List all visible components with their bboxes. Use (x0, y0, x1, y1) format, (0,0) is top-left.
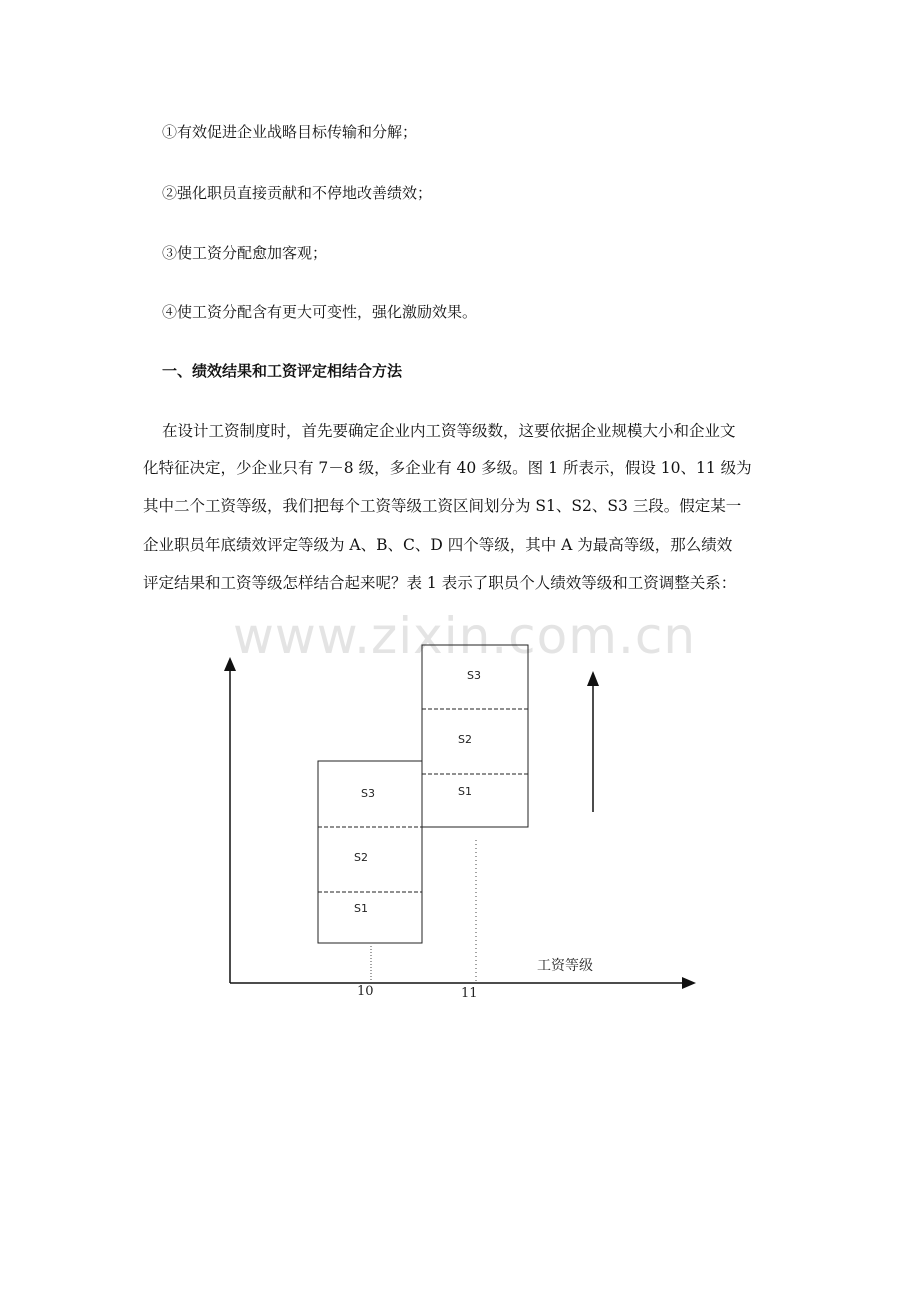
grade-10-segment-s1: S1 (354, 902, 368, 915)
paragraph-line: 评定结果和工资等级怎样结合起来呢？表 1 表示了职员个人绩效等级和工资调整关系： (143, 574, 737, 592)
grade-10-segment-s3: S3 (361, 787, 375, 800)
paragraph-line: 企业职员年底绩效评定等级为 A、B、C、D 四个等级，其中 A 为最高等级，那么绩效 (143, 536, 733, 554)
paragraph-line: 在设计工资制度时，首先要确定企业内工资等级数，这要依据企业规模大小和企业文 (162, 422, 736, 440)
x-axis-arrow-icon (682, 977, 696, 989)
grade-11-segment-s2: S2 (458, 733, 472, 746)
list-item-3: ③使工资分配愈加客观； (162, 244, 328, 262)
section-heading: 一、绩效结果和工资评定相结合方法 (162, 362, 403, 380)
list-item-4: ④使工资分配含有更大可变性，强化激励效果。 (162, 303, 478, 321)
grade-11-segment-s1: S1 (458, 785, 472, 798)
list-item-2: ②强化职员直接贡献和不停地改善绩效； (162, 184, 433, 202)
grade-11-segment-s3: S3 (467, 669, 481, 682)
grade-10-range (318, 761, 422, 982)
y-axis-arrow-icon (224, 657, 236, 671)
grade-11-range (422, 645, 528, 982)
grade-10-segment-s2: S2 (354, 851, 368, 864)
watermark: www.zixin.com.cn (233, 607, 697, 665)
tick-label-11: 11 (461, 986, 478, 1001)
increase-arrow-icon (587, 671, 599, 686)
x-axis-label: 工资等级 (537, 958, 593, 974)
tick-label-10: 10 (357, 984, 374, 999)
paragraph-line: 其中二个工资等级，我们把每个工资等级工资区间划分为 S1、S2、S3 三段。假定某一 (143, 497, 742, 515)
paragraph-line: 化特征决定，少企业只有 7－8 级，多企业有 40 多级。图 1 所表示，假设 10、11 级为 (143, 459, 752, 477)
list-item-1: ①有效促进企业战略目标传输和分解； (162, 123, 418, 141)
